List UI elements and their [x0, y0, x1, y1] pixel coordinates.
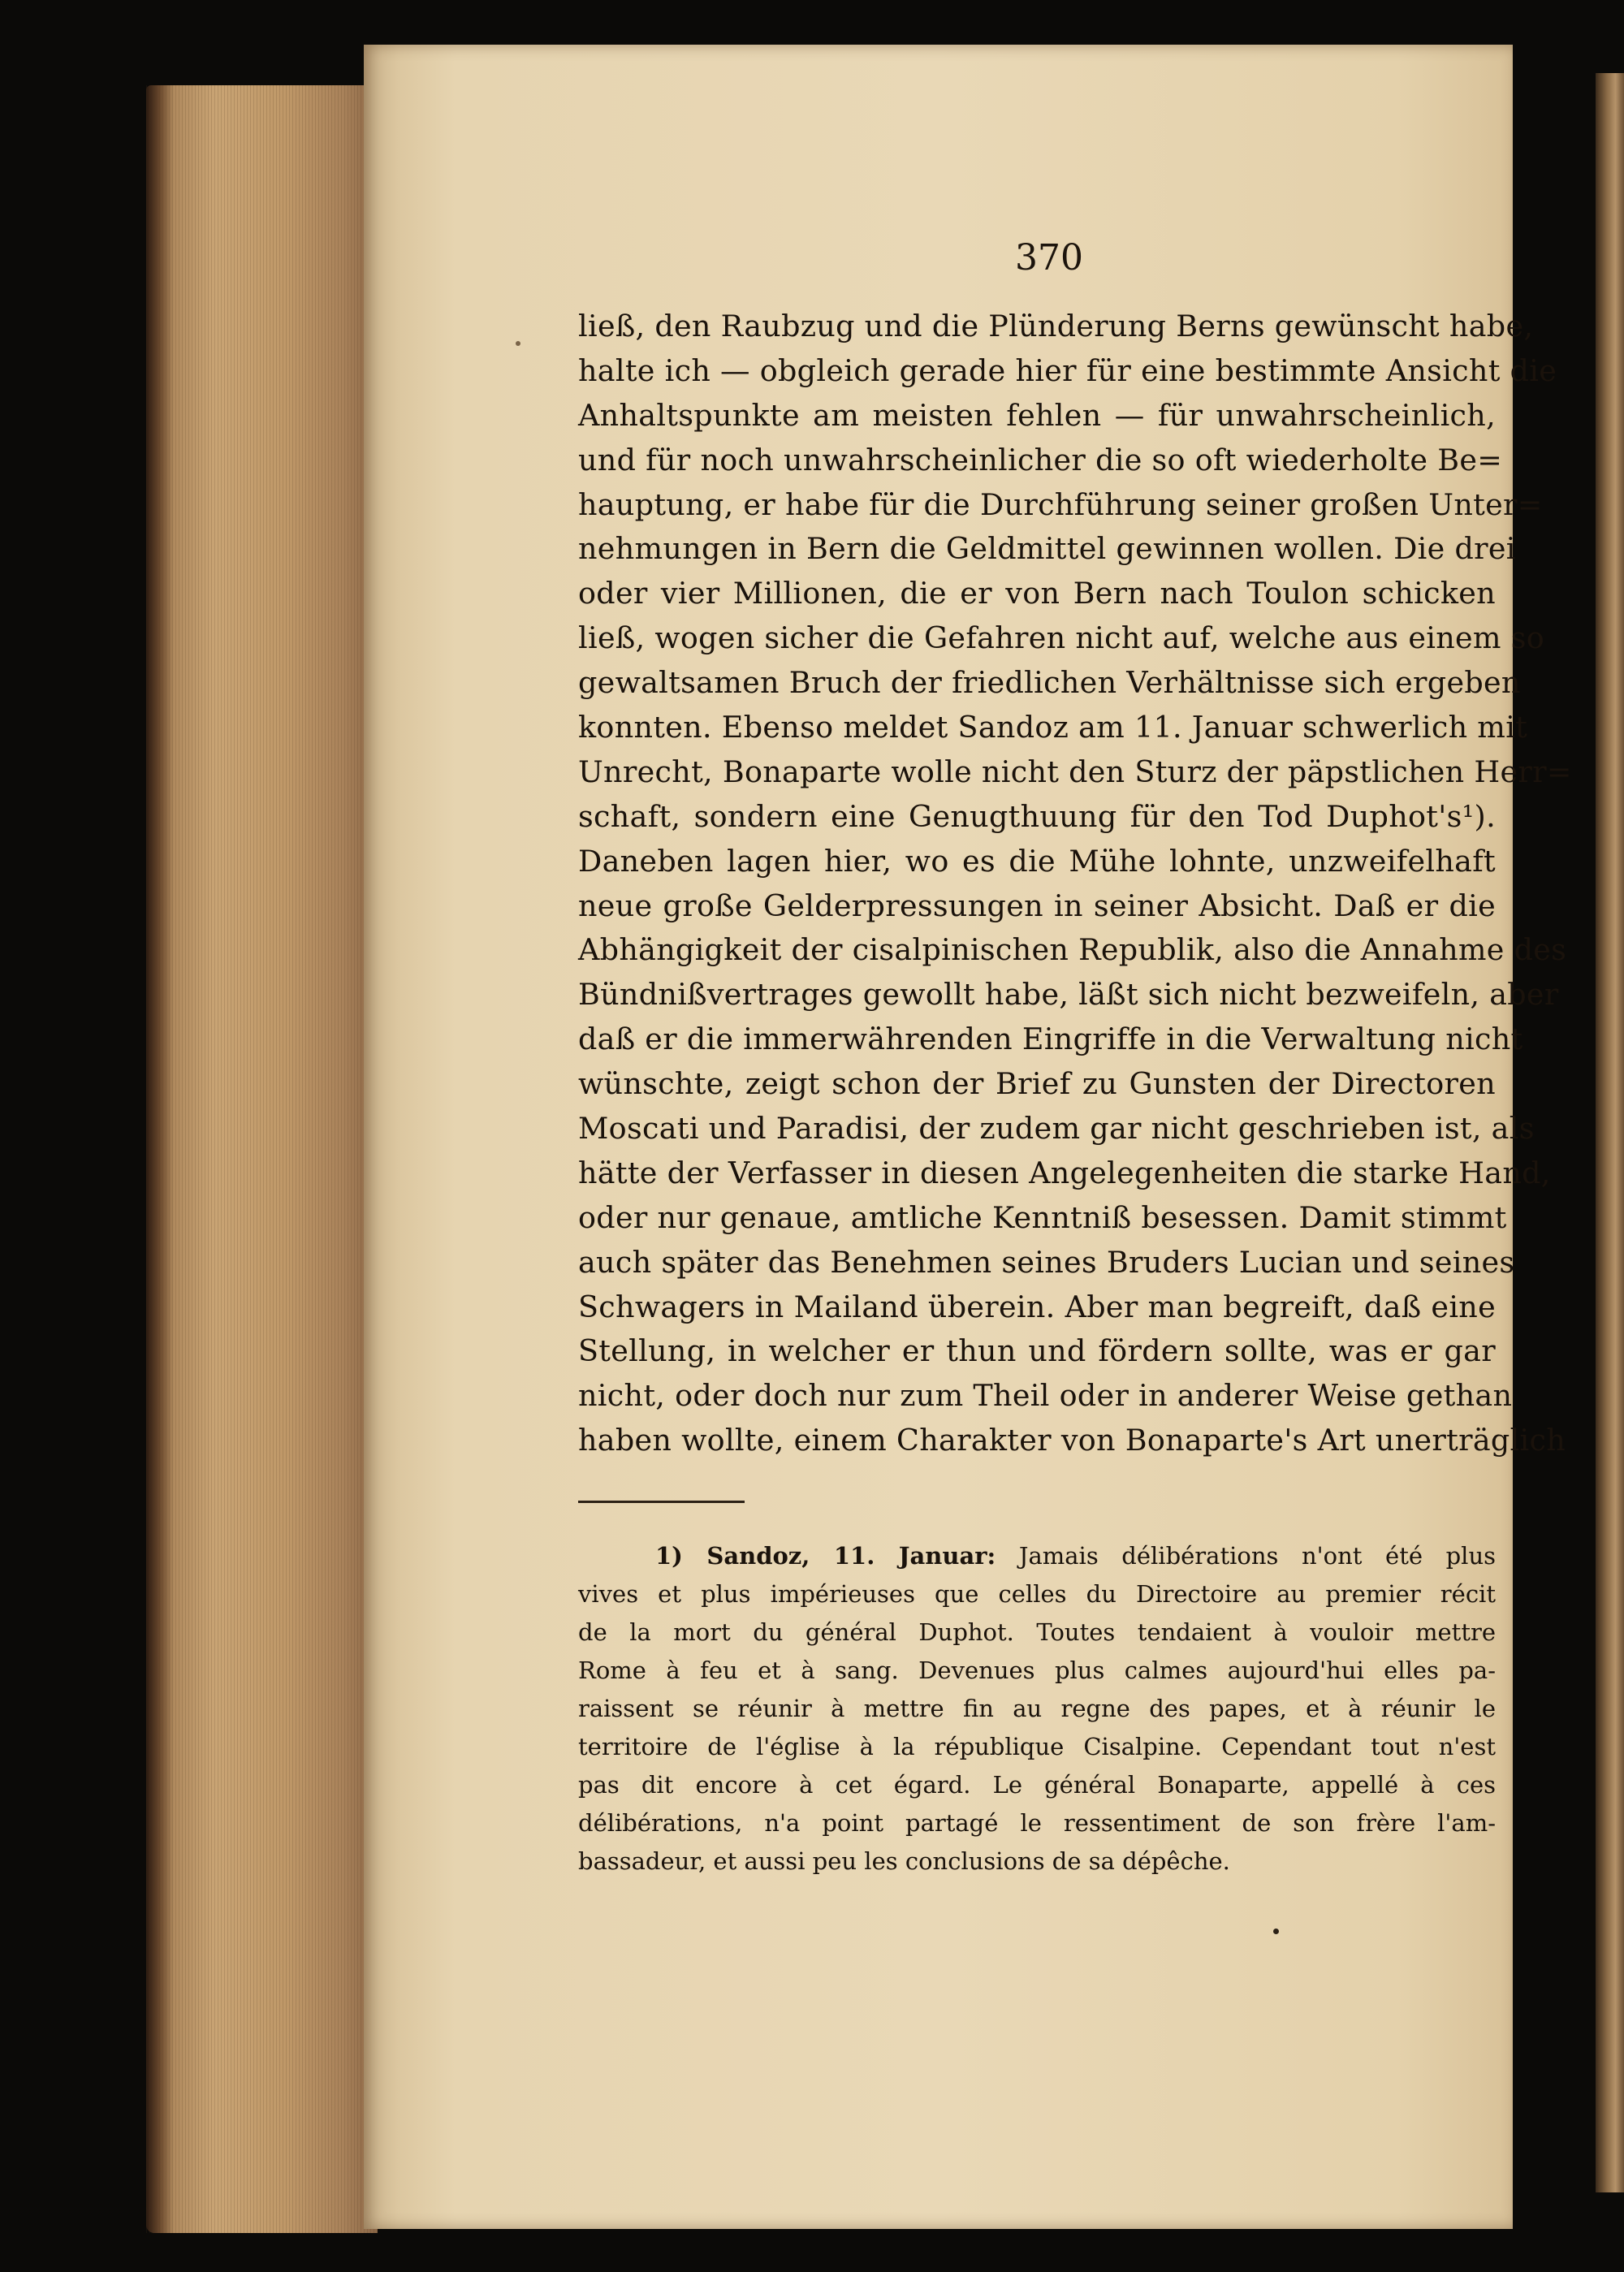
- body-line: hauptung, er habe für die Durchführung seiner großen Unter=: [578, 486, 1543, 522]
- body-line: daß er die immerwährenden Eingriffe in die Verwaltung nicht: [578, 1022, 1523, 1057]
- footnote-line: de la mort du général Duphot. Toutes tendaient à vouloir mettre: [578, 1618, 1496, 1646]
- body-line: nehmungen in Bern die Geldmittel gewinnen wollen. Die drei: [578, 531, 1516, 567]
- body-line: Schwagers in Mailand überein. Aber man begreift, daß eine: [578, 1289, 1496, 1324]
- footnote-first-line: [578, 1537, 1496, 1575]
- body-line: und für noch unwahrscheinlicher die so oft wiederholte Be=: [578, 442, 1503, 477]
- body-line: Unrecht, Bonaparte wolle nicht den Sturz der päpstlichen Herr=: [578, 754, 1572, 789]
- body-text: [578, 305, 1572, 1463]
- body-line: Bündnißvertrages gewollt habe, läßt sich nicht bezweifeln, aber: [578, 977, 1559, 1013]
- footnote-text: Jamais délibérations n'ont été plus: [1018, 1542, 1497, 1570]
- book-page-edges: [146, 85, 378, 2233]
- body-line: oder nur genaue, amtliche Kenntniß besessen. Damit stimmt: [578, 1199, 1507, 1235]
- body-line: ließ, wogen sicher die Gefahren nicht auf, welche aus einem so: [578, 620, 1545, 656]
- body-line: haben wollte, einem Charakter von Bonaparte's Art unerträglich: [578, 1423, 1566, 1458]
- body-line: hätte der Verfasser in diesen Angelegenheiten die starke Hand,: [578, 1155, 1551, 1190]
- body-line: auch später das Benehmen seines Bruders Lucian und seines: [578, 1244, 1515, 1280]
- body-line: Daneben lagen hier, wo es die Mühe lohnte, unzweifelhaft: [578, 843, 1496, 879]
- body-line: halte ich — obgleich gerade hier für eine bestimmte Ansicht die: [578, 352, 1557, 388]
- body-line: oder vier Millionen, die er von Bern nach Toulon schicken: [578, 576, 1496, 611]
- body-line: konnten. Ebenso meldet Sandoz am 11. Januar schwerlich mit: [578, 710, 1528, 745]
- footnote: [578, 1537, 1496, 1881]
- page-number: 370: [1015, 237, 1083, 279]
- page-speck: [1273, 1929, 1279, 1934]
- page-speck: [516, 341, 520, 346]
- body-line: gewaltsamen Bruch der friedlichen Verhältnisse sich ergeben: [578, 665, 1521, 701]
- body-line: Abhängigkeit der cisalpinischen Republik, also die Annahme des: [578, 932, 1567, 968]
- body-line: ließ, den Raubzug und die Plünderung Berns gewünscht habe,: [578, 309, 1534, 343]
- body-line: neue große Gelderpressungen in seiner Absicht. Daß er die: [578, 888, 1496, 923]
- footnote-line: territoire de l'église à la république Cisalpine. Cependant tout n'est: [578, 1733, 1496, 1760]
- body-line: wünschte, zeigt schon der Brief zu Gunsten der Directoren: [578, 1066, 1496, 1102]
- footnote-line: bassadeur, et aussi peu les conclusions de sa dépêche.: [578, 1847, 1230, 1875]
- footnote-line: Rome à feu et à sang. Devenues plus calmes aujourd'hui elles pa-: [578, 1656, 1496, 1684]
- footnote-line: raissent se réunir à mettre fin au regne des papes, et à réunir le: [578, 1695, 1496, 1722]
- body-line: Moscati und Paradisi, der zudem gar nicht geschrieben ist, als: [578, 1111, 1535, 1147]
- body-line: nicht, oder doch nur zum Theil oder in anderer Weise gethan: [578, 1378, 1513, 1414]
- body-line: Stellung, in welcher er thun und fördern sollte, was er gar: [578, 1333, 1496, 1369]
- footnote-line: délibérations, n'a point partagé le ressentiment de son frère l'am-: [578, 1809, 1496, 1837]
- facing-page-edge: [1596, 73, 1624, 2192]
- footnote-line: pas dit encore à cet égard. Le général Bonaparte, appellé à ces: [578, 1771, 1496, 1799]
- body-line: schaft, sondern eine Genugthuung für den Tod Duphot's¹).: [578, 798, 1496, 834]
- footnote-divider: [578, 1501, 745, 1503]
- footnote-line: vives et plus impérieuses que celles du Directoire au premier récit: [578, 1580, 1496, 1608]
- footnote-marker: 1) Sandoz, 11. Januar:: [655, 1542, 996, 1570]
- body-line: Anhaltspunkte am meisten fehlen — für unwahrscheinlich,: [578, 397, 1496, 433]
